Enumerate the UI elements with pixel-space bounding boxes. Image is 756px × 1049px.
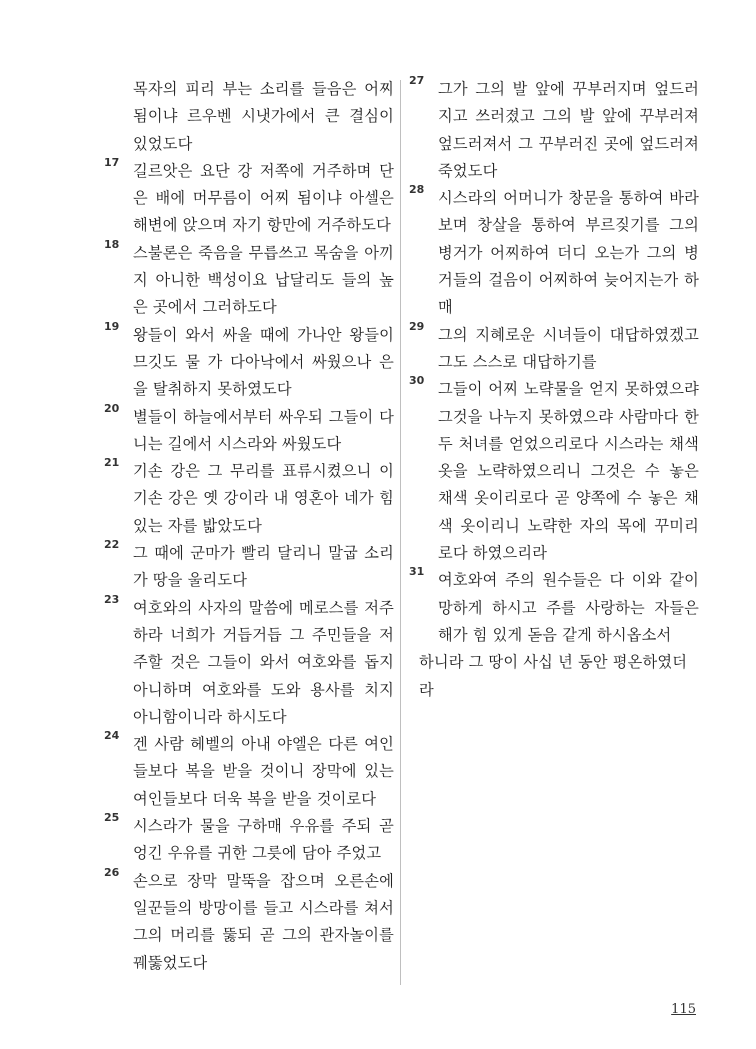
- verse: [104, 592, 394, 731]
- verse-number: 29: [409, 319, 425, 333]
- verse-number: 22: [104, 538, 120, 552]
- column-divider: [400, 80, 401, 985]
- verse: [104, 155, 394, 240]
- verse-text: 여호와여 주의 원수들은 다 이와 같이 망하게 하시고 주를 사랑하는 자들은 해가 힘 있게 돋음 같게 하시옵소서: [438, 571, 699, 644]
- verse: [409, 76, 699, 185]
- verse: [409, 185, 699, 321]
- verse-number: 17: [104, 155, 120, 169]
- verse-number: 26: [104, 865, 120, 879]
- verse: [409, 376, 699, 567]
- verse: [409, 319, 699, 377]
- verse: [104, 319, 394, 404]
- verse-text: 기손 강은 그 무리를 표류시켰으니 이 기손 강은 옛 강이라 내 영혼아 네가 힘있는 자를 밟았도다: [133, 462, 394, 535]
- verse-number: 24: [104, 729, 120, 743]
- verse-text: 그의 지혜로운 시녀들이 대답하였겠고 그도 스스로 대답하기를: [438, 325, 699, 371]
- verse-number: 21: [104, 456, 120, 470]
- verse-text: 그들이 어찌 노략물을 얻지 못하였으랴 그것을 나누지 못하였으랴 사람마다 한두 처녀를 얻었으리로다 시스라는 채색 옷을 노략하였으리니 그것은 수 놓은 채색 옷이리로다 곧 양쪽에 수 놓은 채색 옷이리니 노략한 자의 목에 꾸미리로다 하였으리라: [438, 380, 699, 563]
- verse-text: 시스라가 물을 구하매 우유를 주되 곧 엉긴 우유를 귀한 그릇에 담아 주었고: [133, 817, 394, 863]
- verse-number: 20: [104, 401, 120, 415]
- verse: [104, 401, 394, 459]
- verse-text: 시스라의 어머니가 창문을 통하여 바라보며 창살을 통하여 부르짖기를 그의 병거가 어찌하여 더디 오는가 그의 병거들의 걸음이 어찌하여 늦어지는가 하매: [438, 189, 699, 317]
- closing-line: [419, 649, 699, 704]
- verse: [104, 76, 394, 158]
- closing-line-text: 하니라 그 땅이 사십 년 동안 평온하였더라: [419, 653, 688, 699]
- verse-number: 19: [104, 319, 120, 333]
- verse-number: 30: [409, 374, 425, 388]
- verse-text: 별들이 하늘에서부터 싸우되 그들이 다니는 길에서 시스라와 싸웠도다: [133, 407, 394, 453]
- verse: [104, 237, 394, 322]
- verse-text: 그가 그의 발 앞에 꾸부러지며 엎드러지고 쓰러졌고 그의 발 앞에 꾸부러져 엎드러져서 그 꾸부러진 곳에 엎드러져 죽었도다: [438, 80, 699, 180]
- verse-number: 25: [104, 811, 120, 825]
- verse-text: 손으로 장막 말뚝을 잡으며 오른손에 일꾼들의 방망이를 들고 시스라를 쳐서 그의 머리를 뚫되 곧 그의 관자놀이를 꿰뚫었도다: [133, 871, 394, 972]
- verse-text: 여호와의 사자의 말씀에 메로스를 저주하라 너희가 거듭거듭 그 주민들을 저주할 것은 그들이 와서 여호와를 돕지 아니하며 여호와를 도와 용사를 치지 아니함이니라 하시도다: [133, 598, 394, 726]
- verse-text: 왕들이 와서 싸울 때에 가나안 왕들이 므깃도 물 가 다아낙에서 싸웠으나 은을 탈취하지 못하였도다: [133, 325, 394, 399]
- verse-text: 길르앗은 요단 강 저쪽에 거주하며 단은 배에 머무름이 어찌 됨이냐 아셀은 해변에 앉으며 자기 항만에 거주하도다: [133, 161, 394, 235]
- right-column: [409, 76, 699, 704]
- verse-text: 겐 사람 헤벨의 아내 야엘은 다른 여인들보다 복을 받을 것이니 장막에 있는 여인들보다 더욱 복을 받을 것이로다: [133, 735, 394, 808]
- verse: [104, 731, 394, 813]
- verse-number: 23: [104, 592, 120, 606]
- verse-text: 그 때에 군마가 빨리 달리니 말굽 소리가 땅을 울리도다: [133, 544, 394, 590]
- verse: [104, 458, 394, 540]
- verse: [104, 865, 394, 977]
- verse-text: 목자의 피리 부는 소리를 들음은 어찌됨이냐 르우벤 시냇가에서 큰 결심이 있었도다: [133, 80, 394, 153]
- verse: [409, 567, 699, 649]
- verse-text: 스불론은 죽음을 무릅쓰고 목숨을 아끼지 아니한 백성이요 납달리도 들의 높은 곳에서 그러하도다: [133, 243, 394, 317]
- verse: [104, 813, 394, 868]
- page-number: 115: [671, 1002, 696, 1017]
- left-column: [104, 76, 394, 977]
- verse-number: 27: [409, 74, 425, 87]
- verse: [104, 540, 394, 595]
- verse-number: 18: [104, 237, 120, 251]
- verse-number: 28: [409, 183, 425, 197]
- verse-number: 31: [409, 565, 425, 579]
